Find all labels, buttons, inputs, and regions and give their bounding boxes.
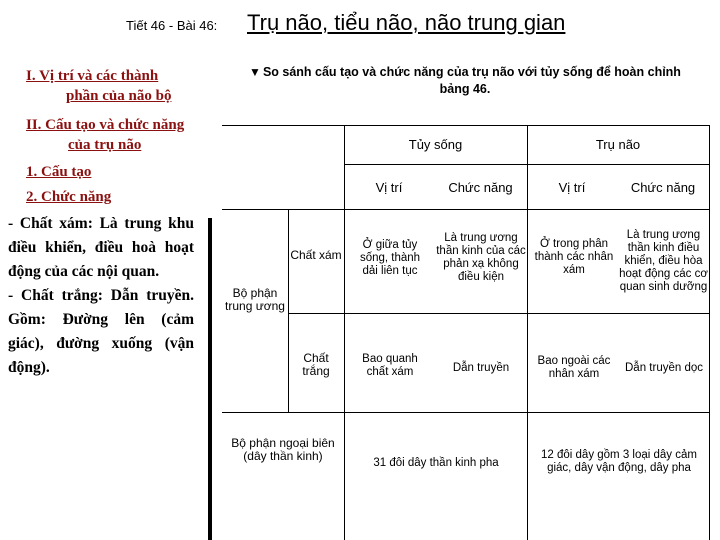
cell-gray-brain-position: Ở trong phân thành các nhân xám bbox=[534, 237, 614, 276]
cell-white-spinal-function: Dẫn truyền bbox=[452, 361, 510, 374]
gray-matter-description: - Chất xám: Là trung khu điều khiển, điều hoà hoạt động của các nội quan. bbox=[8, 215, 194, 280]
cell-peripheral-spinal: 31 đôi dây thần kinh pha bbox=[373, 456, 499, 469]
cell-white-brain-function: Dẫn truyền dọc bbox=[625, 361, 703, 374]
outline-item-1-line-1: I. Vị trí và các thành bbox=[26, 68, 159, 84]
header-brainstem: Trụ não bbox=[595, 136, 641, 152]
row-label-gray-matter: Chất xám bbox=[290, 247, 342, 262]
cell-white-spinal-position: Bao quanh chất xám bbox=[362, 353, 418, 378]
row-label-white-matter: Chất trắng bbox=[302, 351, 330, 378]
cell-gray-spinal-function: Là trung ương thần kinh của các phản xạ không điều kiện bbox=[436, 232, 526, 283]
cell-white-brain-position: Bao ngoài các nhân xám bbox=[537, 355, 611, 380]
outline-item-1-line-2: phần của não bộ bbox=[66, 88, 172, 104]
outline-item-2-line-2: của trụ não bbox=[68, 137, 142, 153]
subheader-spinal-function: Chức năng bbox=[448, 179, 513, 195]
cell-gray-spinal-position: Ở giữa tủy sống, thành dải liên tục bbox=[359, 238, 421, 277]
row-label-central: Bộ phận trung ương bbox=[225, 286, 285, 313]
outline-sub-1: 1. Cấu tạo bbox=[26, 164, 92, 180]
row-label-peripheral: Bộ phận ngoại biên (dây thần kinh) bbox=[231, 436, 335, 463]
divider-thick bbox=[208, 218, 212, 540]
white-matter-description: - Chất trắng: Dẫn truyền. Gồm: Đường lên (cảm giác), đường xuống (vận động). bbox=[8, 287, 194, 376]
instruction-text: So sánh cấu tạo và chức năng của trụ não với tủy sống để hoàn chỉnh bảng 46. bbox=[262, 65, 681, 96]
body-text bbox=[8, 212, 194, 380]
lesson-prefix: Tiết 46 - Bài 46: bbox=[126, 18, 218, 33]
subheader-spinal-position: Vị trí bbox=[375, 179, 403, 195]
cell-gray-brain-function: Là trung ương thần kinh điều khiển, điều hòa hoạt động các cơ quan sinh dưỡng bbox=[619, 228, 708, 293]
table-row-divider bbox=[288, 313, 710, 314]
table-col-divider-1 bbox=[288, 209, 289, 412]
cell-peripheral-brain: 12 đôi dây gồm 3 loại dây cảm giác, dây vận động, dây pha bbox=[541, 449, 697, 474]
table-section-divider bbox=[222, 412, 710, 413]
table-border-top bbox=[222, 125, 710, 126]
subheader-brain-position: Vị trí bbox=[558, 179, 586, 195]
header-spinal-cord: Tủy sống bbox=[408, 136, 463, 152]
table-border-right bbox=[709, 125, 710, 540]
outline-sub-2: 2. Chức năng bbox=[26, 189, 112, 205]
instruction bbox=[245, 64, 685, 98]
triangle-marker-icon: ▼ bbox=[249, 65, 261, 79]
outline-item-2-line-1: II. Cấu tạo và chức năng bbox=[26, 117, 185, 133]
table-header-bottom bbox=[222, 209, 710, 210]
subheader-brain-function: Chức năng bbox=[630, 179, 696, 195]
lesson-title: Trụ não, tiểu não, não trung gian bbox=[247, 10, 566, 35]
